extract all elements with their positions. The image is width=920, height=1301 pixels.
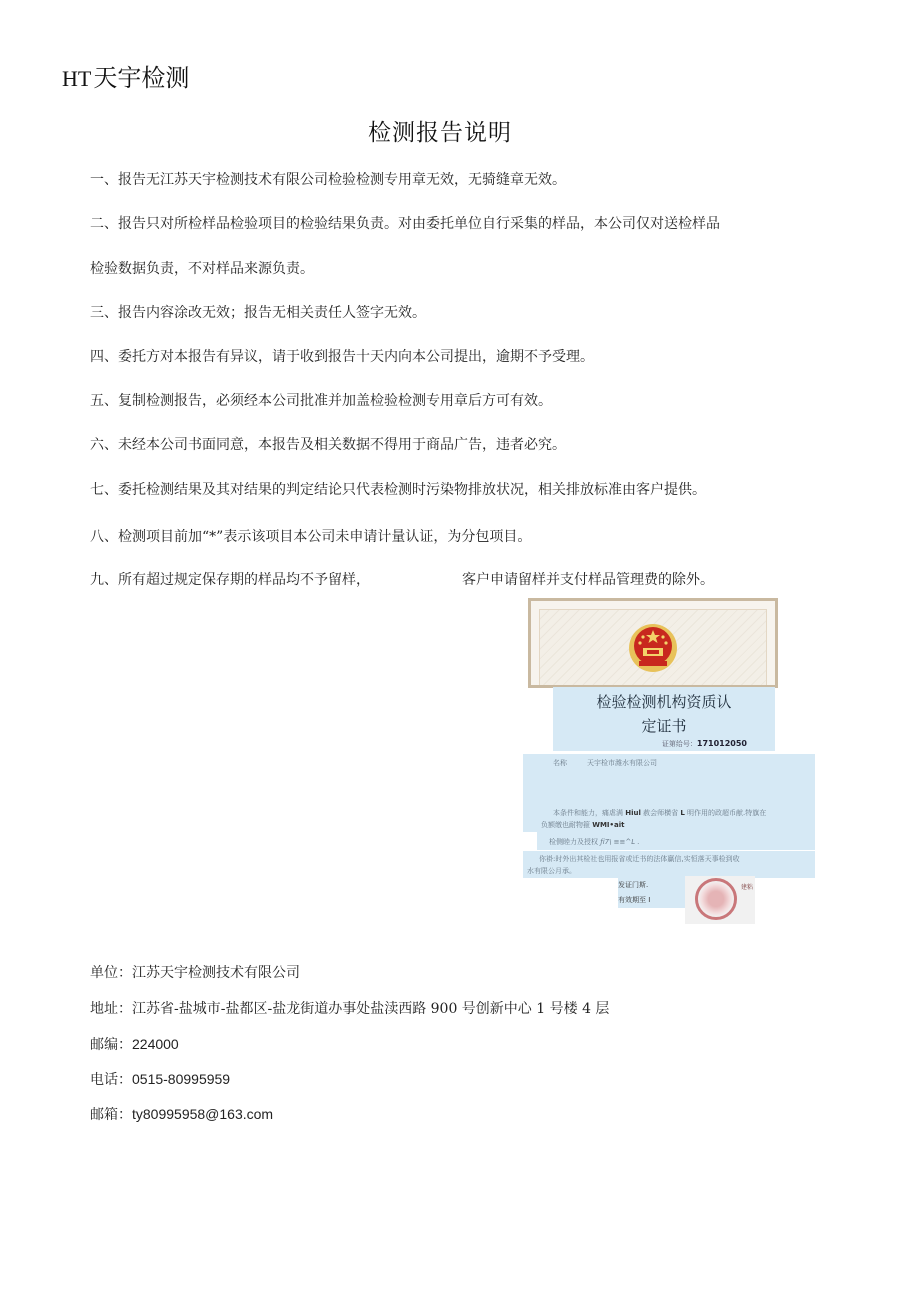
- company-email: 邮箱：ty80995958@163.com: [90, 1106, 274, 1123]
- certificate-text-5: 水有限公月承。: [527, 867, 576, 875]
- page-title: 检测报告说明: [368, 120, 512, 146]
- certificate-valid-label: 有效期至 I: [618, 896, 651, 904]
- certificate-text-4: 你褂:时外出其检社也用报省或迁书的法体贏信,实恒落天事检到收: [539, 855, 740, 863]
- certificate-text-3: 检侧睦力及授权 ƒi7\ ≡≡^L .: [549, 838, 640, 846]
- clause-1: 一、报告无江苏天宇检测技术有限公司检验检测专用章无效，无骑缝章无效。: [90, 172, 566, 188]
- clause-8: 八、检测项目前加“*”表示该项目本公司未申请计量认证，为分包项目。: [90, 529, 532, 545]
- certificate-note-row: [523, 851, 815, 878]
- clause-2: 二、报告只对所检样品检验项目的检验结果负责。对由委托单位自行采集的样品，本公司仅对送检样品: [90, 216, 720, 232]
- clause-9-tail: 客户申请留样并支付样品管理费的除外。: [462, 572, 714, 588]
- clause-5: 五、复制检测报告，必须经本公司批准并加盖检验检测专用章后方可有效。: [90, 393, 552, 409]
- clause-2-continued: 检验数据负责，不对样品来源负责。: [90, 261, 314, 277]
- clause-6: 六、未经本公司书面同意，本报告及相关数据不得用于商品广告，违者必究。: [90, 437, 566, 453]
- logo-prefix: HT: [62, 66, 92, 91]
- certificate-number: 证第给号：171012050: [661, 739, 747, 748]
- certificate-header-image: [528, 598, 778, 688]
- certificate-body: [523, 754, 815, 832]
- certificate-dates: [618, 876, 686, 908]
- national-emblem-icon: [626, 621, 680, 675]
- company-address: 地址：江苏省-盐城市-盐都区-盐龙街道办事处盐渎西路 900 号创新中心 1 号楼 4 层: [90, 1001, 610, 1017]
- company-unit: 单位：江苏天宇检测技术有限公司: [90, 965, 300, 981]
- clause-4: 四、委托方对本报告有异议，请于收到报告十天内向本公司提出，逾期不予受理。: [90, 349, 594, 365]
- certificate-text-1: 本条件和能力，痛虐满 Hiul 赦会师横省 L 明作用的政超币献.特旗在: [553, 809, 767, 817]
- certificate-title-line1: 检验检测机构资质认: [596, 693, 732, 711]
- certificate-text-2: 负额缴也耐物箍 WMI•ait: [541, 821, 625, 829]
- company-logo: [62, 58, 189, 93]
- certificate-title-line2: 定证书: [641, 717, 687, 735]
- certificate-title-panel: [553, 687, 775, 751]
- logo-name: 天宇检测: [93, 64, 190, 92]
- company-phone: 电话：0515-80995959: [90, 1071, 231, 1088]
- red-seal-stamp-icon: [695, 878, 737, 920]
- seal-label: 建粘: [740, 884, 753, 891]
- certificate-name-value: 天宇检市潍水有限公司: [587, 759, 657, 767]
- clause-7: 七、委托检测结果及其对结果的判定结论只代表检测时污染物排放状况，相关排放标准由客户提供。: [90, 482, 706, 498]
- certificate-seal: [685, 876, 755, 924]
- certificate-issue-label: 发证门斯.: [618, 881, 649, 889]
- certificate-scope-row: [537, 832, 815, 850]
- certificate-name-label: 名称: [553, 759, 567, 767]
- clause-9: 九、所有超过规定保存期的样品均不予留样，: [90, 572, 370, 588]
- clause-3: 三、报告内容涂改无效；报告无相关责任人签字无效。: [90, 305, 426, 321]
- company-postcode: 邮编：224000: [90, 1036, 179, 1053]
